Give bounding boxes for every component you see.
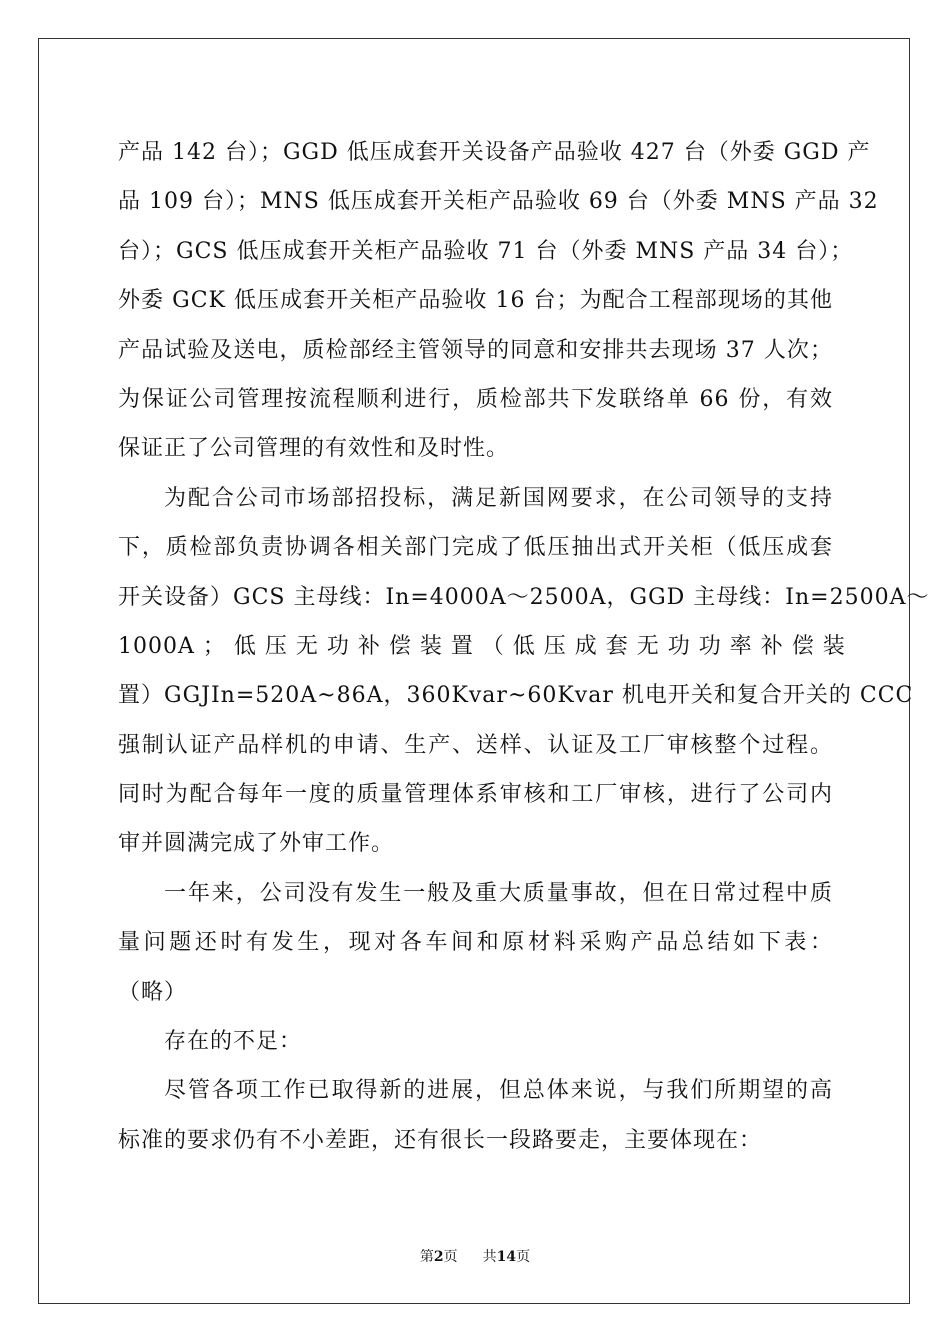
- text-line: 产品试验及送电，质检部经主管领导的同意和安排共去现场 37 人次；: [118, 337, 833, 363]
- text-line: 开关设备）GCS 主母线：In=4000A～2500A，GGD 主母线：In=2500A～: [118, 584, 930, 610]
- text-line: 同时为配合每年一度的质量管理体系审核和工厂审核，进行了公司内: [118, 782, 833, 808]
- text-line: 一年来，公司没有发生一般及重大质量事故，但在日常过程中质: [164, 880, 833, 906]
- total-pages-suffix: 页: [516, 1249, 531, 1265]
- page-number-suffix: 页: [443, 1249, 458, 1265]
- text-line: 1000A ； 低 压 无 功 补 偿 装 置 （ 低 压 成 套 无 功 功 率 补 偿 装: [118, 633, 846, 659]
- text-line: 量问题还时有发生，现对各车间和原材料采购产品总结如下表：: [118, 930, 833, 956]
- text-line: 强制认证产品样机的申请、生产、送样、认证及工厂审核整个过程。: [118, 732, 833, 758]
- text-line: 为配合公司市场部招投标，满足新国网要求，在公司领导的支持: [164, 485, 833, 511]
- text-line: 审并圆满完成了外审工作。: [118, 831, 395, 857]
- text-line: 台）；GCS 低压成套开关柜产品验收 71 台（外委 MNS 产品 34 台）；: [118, 238, 854, 264]
- text-line: 置）GGJIn=520A~86A，360Kvar~60Kvar 机电开关和复合开关的 CCC: [118, 683, 914, 709]
- text-line: （略）: [118, 979, 188, 1005]
- text-line: 存在的不足：: [164, 1029, 303, 1055]
- text-line: 外委 GCK 低压成套开关柜产品验收 16 台；为配合工程部现场的其他: [118, 288, 833, 314]
- total-pages: 14: [496, 1249, 517, 1265]
- text-line: 品 109 台）；MNS 低压成套开关柜产品验收 69 台（外委 MNS 产品 32: [118, 189, 879, 215]
- total-pages-prefix: 共: [482, 1249, 497, 1265]
- page-footer: [0, 1246, 950, 1266]
- page-number: 2: [433, 1249, 444, 1265]
- text-line: 尽管各项工作已取得新的进展，但总体来说，与我们所期望的高: [164, 1078, 833, 1104]
- text-line: 下，质检部负责协调各相关部门完成了低压抽出式开关柜（低压成套: [118, 535, 833, 561]
- page-number-prefix: 第: [419, 1249, 434, 1265]
- text-line: 标准的要求仍有不小差距，还有很长一段路要走，主要体现在：: [118, 1127, 763, 1153]
- text-line: 保证正了公司管理的有效性和及时性。: [118, 436, 510, 462]
- text-line: 产品 142 台）；GGD 低压成套开关设备产品验收 427 台（外委 GGD 产: [118, 140, 871, 165]
- text-line: 为保证公司管理按流程顺利进行，质检部共下发联络单 66 份，有效: [118, 386, 833, 412]
- document-body: [118, 128, 930, 1165]
